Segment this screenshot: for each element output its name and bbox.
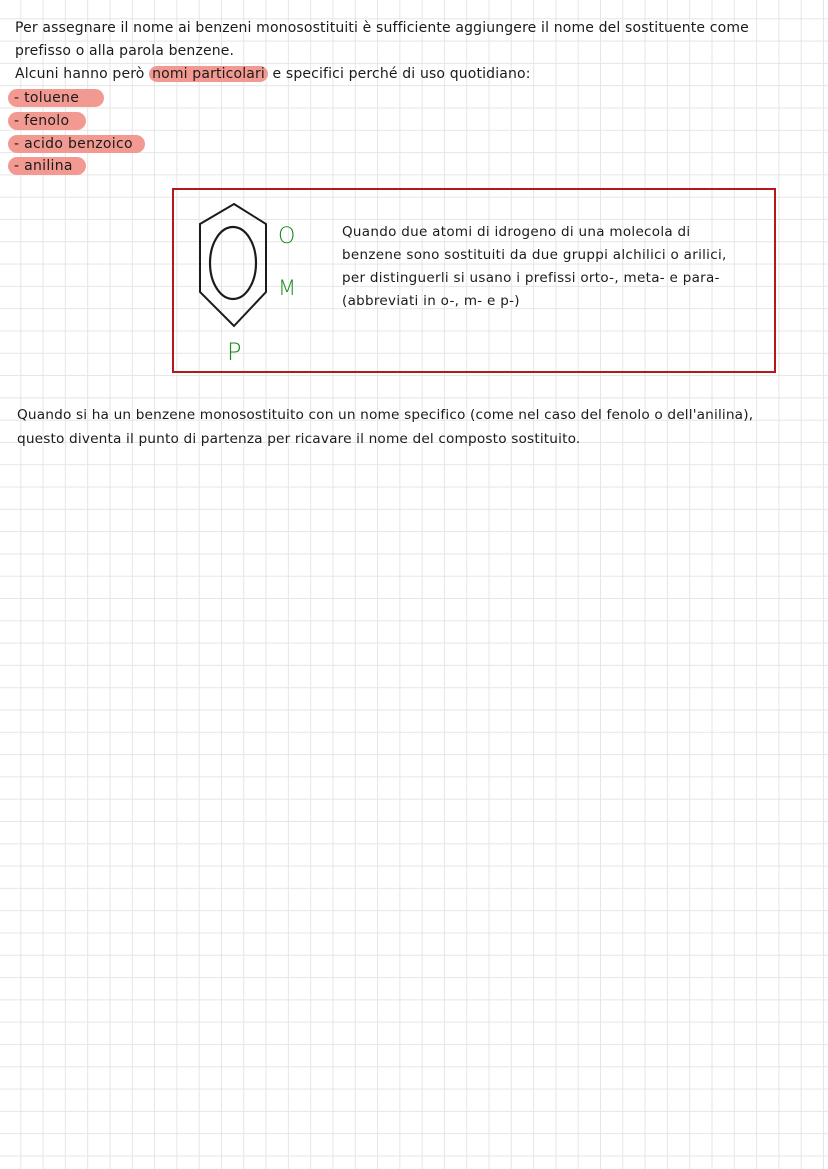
conclusion-line-2 — [17, 429, 580, 449]
para-label: P — [227, 338, 242, 366]
box-text-line-3: per distinguerli si usano i prefissi orto-, meta- e para- — [342, 270, 720, 286]
list-item: - anilina — [8, 157, 86, 175]
meta-label: M — [278, 276, 297, 300]
intro-line-3 — [15, 64, 531, 84]
highlighted-term: nomi particolari — [149, 66, 268, 82]
list-item: - fenolo — [8, 112, 86, 130]
intro-line-1 — [15, 18, 749, 38]
intro-line-3-after: e specifici perché di uso quotidiano: — [267, 66, 531, 82]
benzene-ring-diagram — [188, 196, 274, 336]
list-item: - toluene — [8, 89, 104, 107]
aromatic-ring-circle — [210, 227, 256, 299]
conclusion-line-1 — [17, 405, 753, 425]
list-item: - acido benzoico — [8, 135, 145, 153]
conclusion-line-1-text: Quando si ha un benzene monosostituito con un nome specifico (come nel caso del fenolo o dell'anilina), — [17, 407, 754, 423]
box-text-line-1: Quando due atomi di idrogeno di una molecola di — [342, 224, 691, 240]
intro-line-2-text: prefisso o alla parola benzene. — [15, 43, 235, 59]
box-text-line-2: benzene sono sostituiti da due gruppi alchilici o arilici, — [342, 247, 727, 263]
intro-line-1-text: Per assegnare il nome ai benzeni monosostituiti è sufficiente aggiungere il nome del sostituente come — [15, 20, 749, 36]
ortho-label: O — [278, 224, 296, 249]
intro-line-2 — [15, 41, 234, 61]
intro-line-3-before: Alcuni hanno però — [15, 66, 150, 82]
box-text-line-4: (abbreviati in o-, m- e p-) — [342, 293, 520, 309]
conclusion-line-2-text: questo diventa il punto di partenza per ricavare il nome del composto sostituito. — [17, 431, 581, 447]
